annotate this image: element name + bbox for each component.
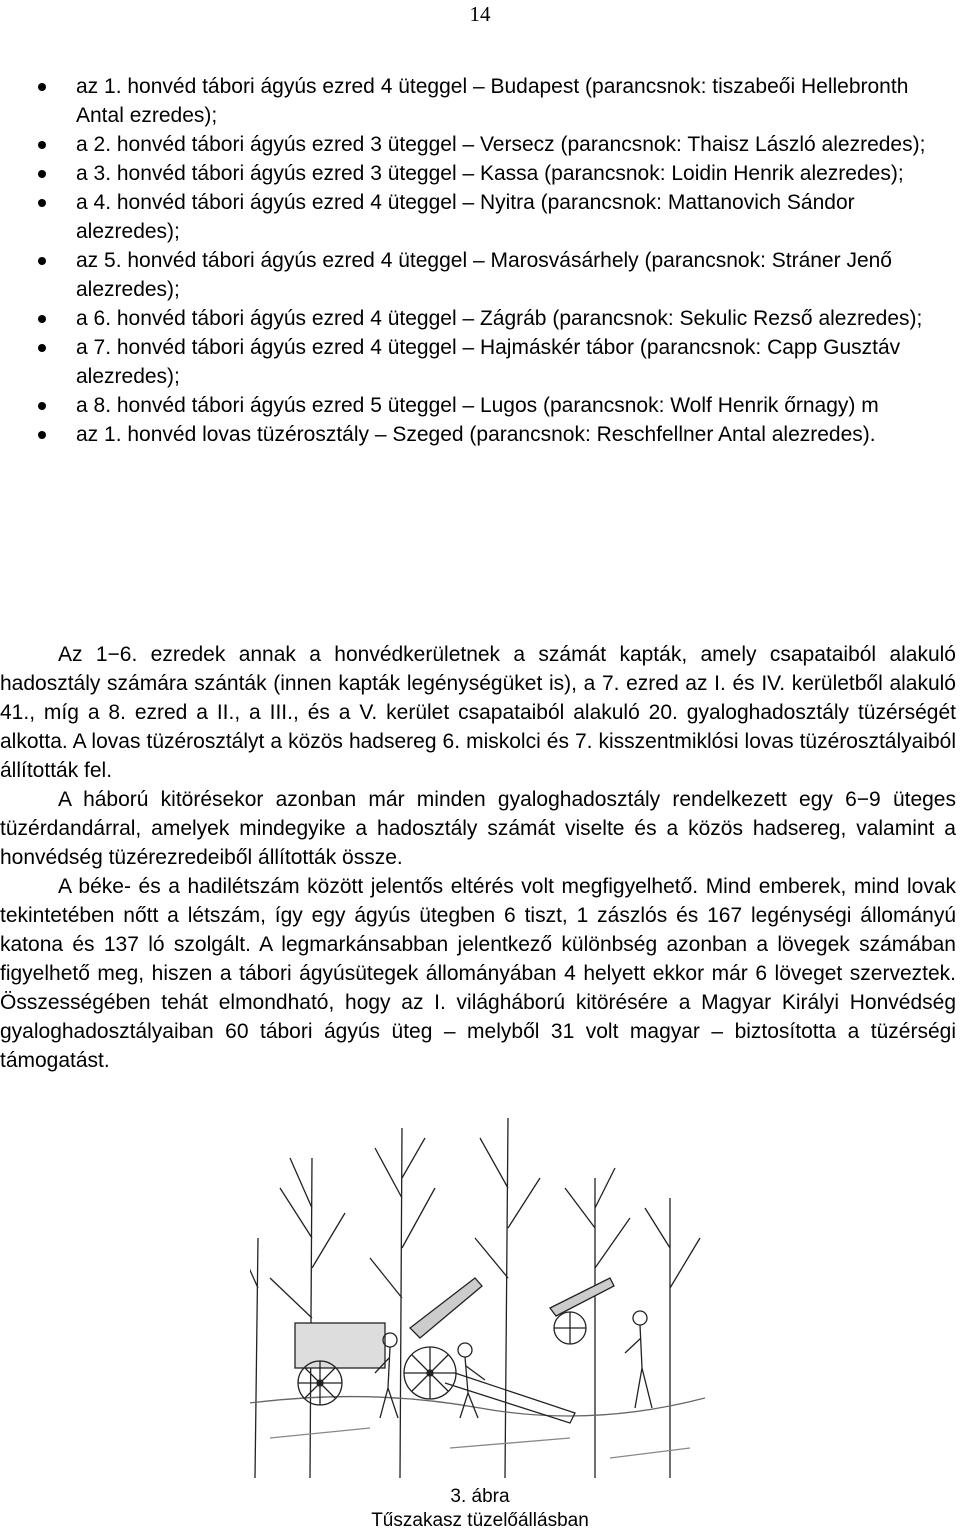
paragraph: Az 1−6. ezredek annak a honvédkerületnek a számát kapták, amely csapataiból alakuló hadosztály számára szánták (innen kapták legénységüket is), a 7. ezred az I. és IV. kerületből alakuló 41., míg a 8. ezred a II., a III., és a V. kerület csapataiból alakuló 20. gyaloghadosztály tüzérségét alkotta. A lovas tüzérosztályt a közös hadsereg 6. miskolci és 7. kisszentmiklósi lovas tüzérosztályaiból állították fel. [0, 643, 956, 782]
bullet-icon [38, 141, 46, 149]
list-item [0, 420, 950, 449]
list-item [0, 391, 950, 420]
list-item [0, 130, 950, 159]
figure-caption: Tűszakasz tüzelőállásban [371, 1510, 589, 1531]
list-item-text: a 2. honvéd tábori ágyús ezred 3 üteggel – Versecz (parancsnok: Thaisz László alezredes); [76, 133, 926, 156]
list-item-text: a 4. honvéd tábori ágyús ezred 4 üteggel – Nyitra (parancsnok: Mattanovich Sándor alezredes); [76, 191, 855, 243]
list-item-text: a 7. honvéd tábori ágyús ezred 4 üteggel – Hajmáskér tábor (parancsnok: Capp Gusztáv alezredes); [76, 336, 901, 388]
list-item [0, 333, 950, 391]
bullet-icon [38, 83, 46, 91]
list-item [0, 188, 950, 246]
artillery-illustration [250, 1118, 705, 1498]
list-item-text: az 1. honvéd tábori ágyús ezred 4 üteggel – Budapest (parancsnok: tiszabeői Hellebronth Antal ezredes); [76, 75, 909, 127]
paragraph: A háború kitörésekor azonban már minden gyaloghadosztály rendelkezett egy 6−9 üteges tüzérdandárral, amelyek mindegyike a hadosztály számát viselte és a közös hadsereg, valamint a honvédség tüzérezredeiből állították össze. [0, 788, 956, 869]
list-item-text: a 3. honvéd tábori ágyús ezred 3 üteggel – Kassa (parancsnok: Loidin Henrik alezredes); [76, 162, 904, 185]
list-item [0, 304, 950, 333]
page-number: 14 [469, 2, 491, 26]
bullet-icon [38, 170, 46, 178]
bullet-icon [38, 402, 46, 410]
list-item [0, 246, 950, 304]
list-item [0, 159, 950, 188]
body-text [0, 640, 956, 1075]
bullet-icon [38, 199, 46, 207]
paragraph: A béke- és a hadilétszám között jelentős eltérés volt megfigyelhető. Mind emberek, mind lovak tekintetében nőtt a létszám, így egy ágyús ütegben 6 tiszt, 1 zászlós és 167 legénységi állományú katona és 137 ló szolgált. A legmarkánsabban jelentkező különbség azonban a lövegek számában figyelhető meg, hiszen a tábori ágyúsütegek állományában 4 helyett ekkor már 6 löveget szerveztek. Összességében tehát elmondható, hogy az I. világháború kitörésére a Magyar Királyi Honvédség gyaloghadosztályaiban 60 tábori ágyús üteg – melyből 31 volt magyar – biztosította a tüzérségi támogatást. [0, 875, 956, 1072]
list-item-text: az 5. honvéd tábori ágyús ezred 4 üteggel – Marosvásárhely (parancsnok: Stráner Jenő alezredes); [76, 249, 892, 301]
list-item [0, 72, 950, 130]
list-item-text: az 1. honvéd lovas tüzérosztály – Szeged (parancsnok: Reschfellner Antal alezredes). [76, 423, 876, 446]
figure-number: 3. ábra [450, 1486, 510, 1507]
bullet-icon [38, 431, 46, 439]
unit-list [0, 72, 950, 449]
list-item-text: a 8. honvéd tábori ágyús ezred 5 üteggel – Lugos (parancsnok: Wolf Henrik őrnagy) m [76, 394, 879, 417]
bullet-icon [38, 344, 46, 352]
bullet-icon [38, 315, 46, 323]
bullet-icon [38, 257, 46, 265]
list-item-text: a 6. honvéd tábori ágyús ezred 4 üteggel – Zágráb (parancsnok: Sekulic Rezső alezredes); [76, 307, 923, 330]
